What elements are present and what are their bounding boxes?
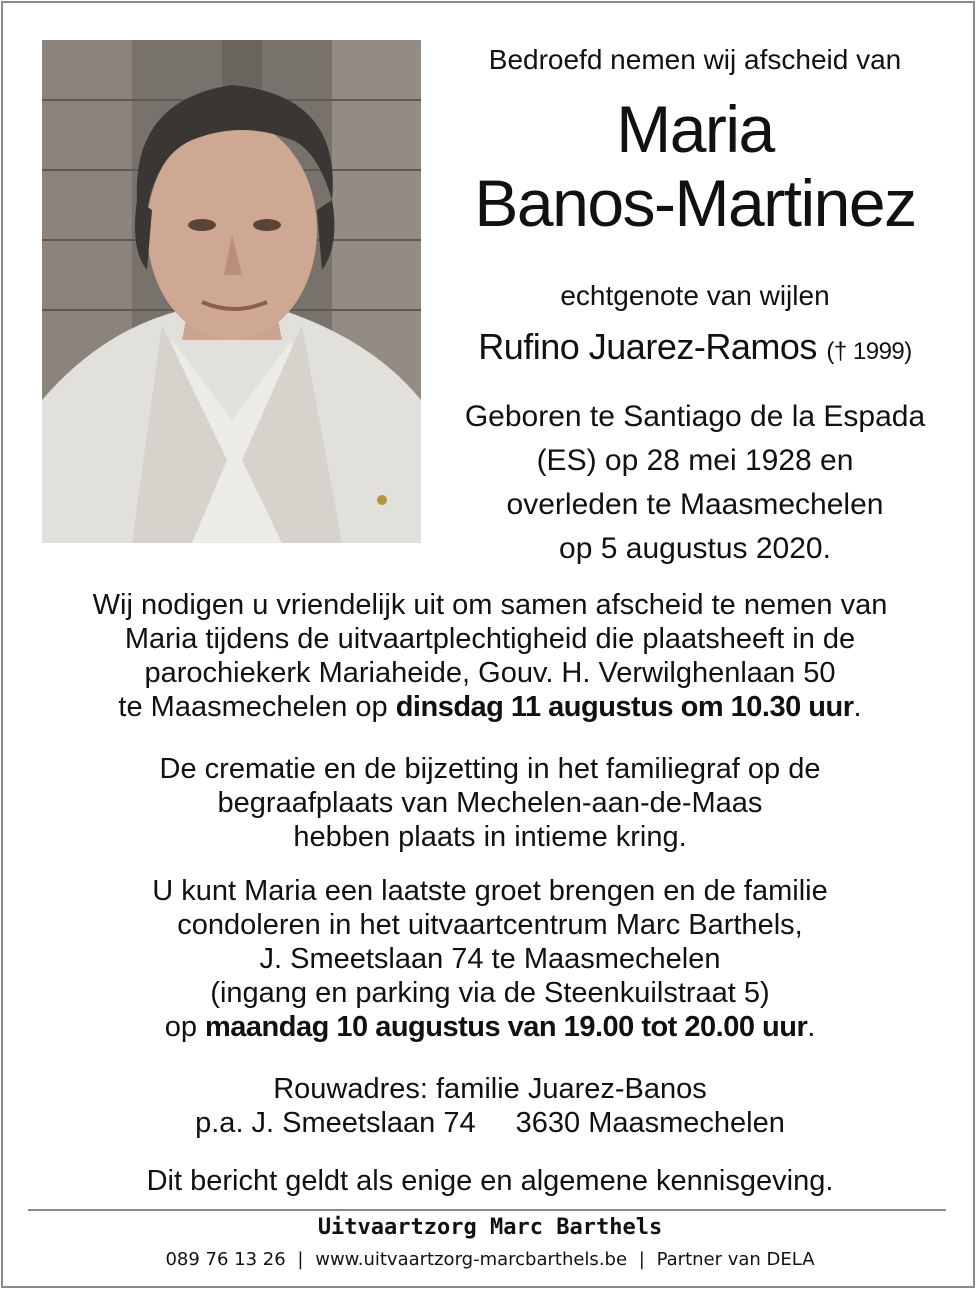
address-street: p.a. J. Smeetslaan 74 bbox=[195, 1107, 476, 1139]
visitation-line: (ingang en parking via de Steenkuilstraat 5) bbox=[210, 977, 770, 1009]
portrait-photo bbox=[42, 40, 421, 543]
ceremony-line: parochiekerk Mariaheide, Gouv. H. Verwilghenlaan 50 bbox=[144, 657, 836, 689]
cremation-line: begraafplaats van Mechelen-aan-de-Maas bbox=[217, 787, 763, 819]
mourning-address bbox=[30, 1072, 950, 1140]
last-name: Banos-Martinez bbox=[474, 166, 916, 240]
address-line: Rouwadres: familie Juarez-Banos bbox=[273, 1073, 707, 1105]
address-line bbox=[30, 1106, 950, 1140]
visitation-line: U kunt Maria een laatste groet brengen en de familie bbox=[152, 875, 828, 907]
death-line: overleden te Maasmechelen bbox=[506, 488, 884, 521]
visitation-datetime: maandag 10 augustus van 19.00 tot 20.00 uur bbox=[205, 1011, 808, 1043]
partner-text: Partner van DELA bbox=[656, 1249, 815, 1270]
cremation-paragraph bbox=[30, 752, 950, 854]
phone-number: 089 76 13 26 bbox=[165, 1249, 286, 1270]
first-name: Maria bbox=[616, 92, 774, 166]
intro-text: Bedroefd nemen wij afscheid van bbox=[488, 44, 902, 75]
spouse-death-year: († 1999) bbox=[826, 338, 912, 365]
deceased-name bbox=[440, 92, 950, 240]
visitation-prefix: op bbox=[164, 1011, 206, 1043]
ceremony-line: Wij nodigen u vriendelijk uit om samen afscheid te nemen van bbox=[92, 589, 888, 621]
spouse-line bbox=[440, 326, 950, 368]
ceremony-prefix: te Maasmechelen op bbox=[118, 691, 396, 723]
cremation-line: hebben plaats in intieme kring. bbox=[293, 821, 687, 853]
visitation-paragraph bbox=[30, 874, 950, 1044]
death-line: op 5 augustus 2020. bbox=[559, 532, 831, 565]
ceremony-paragraph bbox=[30, 588, 950, 724]
ceremony-datetime: dinsdag 11 augustus om 10.30 uur bbox=[395, 691, 854, 723]
visitation-line: J. Smeetslaan 74 te Maasmechelen bbox=[259, 943, 721, 975]
notice-text: Dit bericht geldt als enige en algemene kennisgeving. bbox=[146, 1165, 834, 1197]
footer-divider bbox=[28, 1209, 946, 1211]
ceremony-line: Maria tijdens de uitvaartplechtigheid die plaatsheeft in de bbox=[124, 623, 856, 655]
spouse-name: Rufino Juarez-Ramos bbox=[478, 326, 817, 367]
ceremony-suffix: . bbox=[853, 691, 862, 723]
birth-details bbox=[440, 395, 950, 571]
separator: | bbox=[638, 1249, 645, 1270]
funeral-home-name: Uitvaartzorg Marc Barthels bbox=[317, 1215, 663, 1240]
spouse-label: echtgenote van wijlen bbox=[560, 280, 830, 311]
website-link[interactable]: www.uitvaartzorg-marcbarthels.be bbox=[315, 1249, 628, 1270]
separator: | bbox=[297, 1249, 304, 1270]
cremation-line: De crematie en de bijzetting in het familiegraf op de bbox=[159, 753, 821, 785]
visitation-line bbox=[30, 1010, 950, 1044]
ceremony-line bbox=[30, 690, 950, 724]
birth-line: Geboren te Santiago de la Espada bbox=[464, 400, 926, 433]
visitation-line: condoleren in het uitvaartcentrum Marc Barthels, bbox=[177, 909, 803, 941]
address-city: 3630 Maasmechelen bbox=[515, 1107, 785, 1139]
footer-contact bbox=[30, 1249, 950, 1270]
birth-line: (ES) op 28 mei 1928 en bbox=[536, 444, 854, 477]
visitation-suffix: . bbox=[807, 1011, 816, 1043]
